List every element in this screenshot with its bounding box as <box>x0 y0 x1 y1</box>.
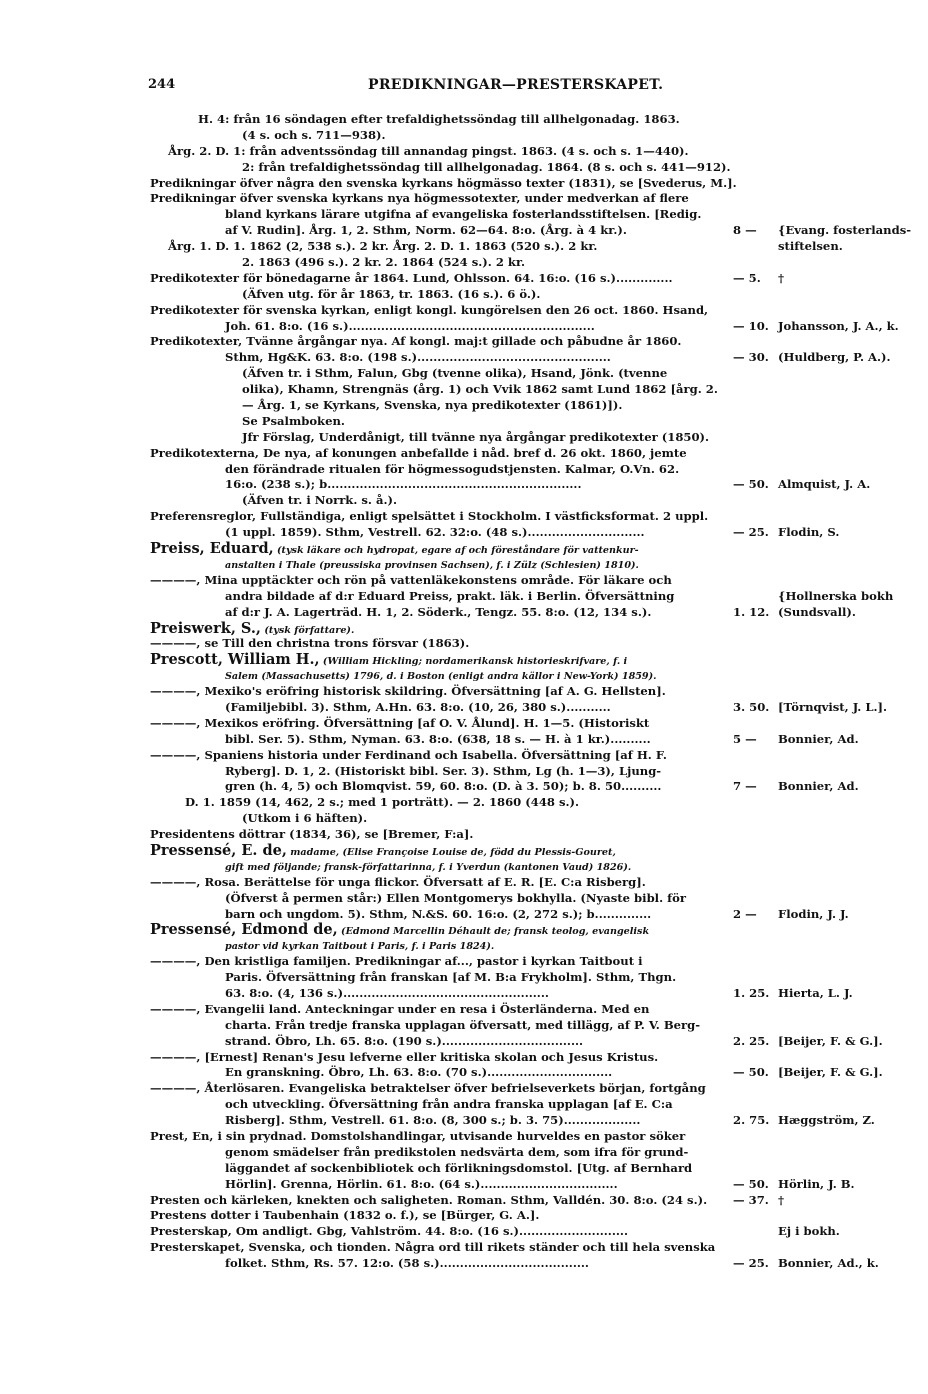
seller: Hæggström, Z. <box>778 1113 875 1128</box>
price: — 25. <box>733 1256 769 1271</box>
entry-line <box>150 493 910 509</box>
entry-line <box>150 1113 910 1129</box>
author-note-line <box>225 938 494 955</box>
author-note: anstalten i Thale (preussiska provinsen Sachsen), f. i Zülz (Schlesien) 1810). <box>225 559 639 571</box>
entry-text: den förändrade ritualen för högmessogudstjensten. Kalmar, O.Vn. 62. <box>225 461 680 476</box>
seller: Hörlin, J. B. <box>778 1176 855 1191</box>
entry-line <box>150 462 910 478</box>
entry-text: Predikningar öfver svenska kyrkans nya högmessotexter, under medverkan af flere <box>150 191 689 206</box>
headword: Pressensé, E. de, <box>150 841 287 859</box>
entry-line <box>150 477 910 493</box>
entry-text: af V. Rudin]. Årg. 1, 2. Sthm, Norm. 62—64. 8:o. (Årg. à 4 kr.). <box>225 223 627 238</box>
entry-text: Sthm, Hg&K. 63. 8:o. (198 s.)................................................ <box>225 350 611 365</box>
price: 2. 75. <box>733 1113 770 1128</box>
entry-text: (4 s. och s. 711—938). <box>242 127 386 142</box>
entry-line <box>150 414 910 430</box>
author-note-line <box>225 859 631 876</box>
entry-line <box>150 684 910 700</box>
page-title: PREDIKNINGAR—PRESTERSKAPET. <box>368 77 664 93</box>
entry-text: folket. Sthm, Rs. 57. 12:o. (58 s.)..................................... <box>225 1256 589 1271</box>
entry-text: Preferensreglor, Fullständiga, enligt spelsättet i Stockholm. I västficksformat. 2 uppl. <box>150 509 709 524</box>
price: 2 — <box>733 906 757 921</box>
entry-text: Hörlin]. Grenna, Hörlin. 61. 8:o. (64 s.).................................. <box>225 1176 618 1191</box>
entry-text: barn och ungdom. 5). Sthm, N.&S. 60. 16:o. (2, 272 s.); b.............. <box>225 906 652 921</box>
entry-line <box>150 859 910 875</box>
entry-text: ————, Mexiko's eröfring historisk skildring. Öfversättning [af A. G. Hellsten]. <box>150 684 666 699</box>
entry-text: En granskning. Öbro, Lh. 63. 8:o. (70 s.)............................... <box>225 1065 613 1080</box>
entry-text: H. 4: från 16 söndagen efter trefaldighetssöndag till allhelgonadag. 1863. <box>198 112 680 126</box>
entry-line <box>150 509 910 525</box>
entry-text: 63. 8:o. (4, 136 s.)................................................... <box>225 985 549 1000</box>
entry-line <box>150 1208 910 1224</box>
entry-text: ————, Spaniens historia under Ferdinand och Isabella. Öfversättning [af H. F. <box>150 747 667 762</box>
entry-line <box>150 1034 910 1050</box>
headword: Preiss, Eduard, <box>150 540 274 558</box>
price: — 10. <box>733 318 769 333</box>
entry-line <box>150 875 910 891</box>
entry-line <box>150 1145 910 1161</box>
entry-text: Prestens dotter i Taubenhain (1832 o. f.), se [Bürger, G. A.]. <box>150 1208 540 1223</box>
entry-text: (Öfverst å permen står:) Ellen Montgomerys bokhylla. (Nyaste bibl. för <box>225 890 686 905</box>
entry-text: Presterskap, Om andligt. Gbg, Vahlström. 44. 8:o. (16 s.)........................... <box>150 1224 628 1239</box>
headword: Prescott, William H., <box>150 651 320 669</box>
entry-line <box>150 970 910 986</box>
entry-line <box>150 605 910 621</box>
entry-line <box>150 1129 910 1145</box>
price: 5 — <box>733 731 757 746</box>
entry-line <box>150 954 910 970</box>
entry-line <box>150 1224 910 1240</box>
entry-line <box>150 1018 910 1034</box>
entry-text: ————, Evangelii land. Anteckningar under en resa i Österländerna. Med en <box>150 1001 650 1016</box>
entry-text: Prest, En, i sin prydnad. Domstolshandlingar, utvisande hurveldes en pastor söker <box>150 1129 686 1143</box>
entry-text: Paris. Öfversättning från franskan [af M. B:a Frykholm]. Sthm, Thgn. <box>225 970 677 985</box>
entry-text: (Äfven tr. i Norrk. s. å.). <box>242 493 398 508</box>
entry-line <box>150 1177 910 1193</box>
entry-text: Årg. 2. D. 1: från adventssöndag till annandag pingst. 1863. (4 s. och s. 1—440). <box>168 143 689 158</box>
seller: {Hollnerska bokh <box>778 588 894 603</box>
seller: † <box>778 270 785 285</box>
entry-text: (Äfven utg. för år 1863, tr. 1863. (16 s.). 6 ö.). <box>242 286 541 301</box>
entry-line <box>150 239 910 255</box>
price: 7 — <box>733 779 757 794</box>
entry-line <box>150 557 910 573</box>
entry-line <box>150 207 910 223</box>
entry-line <box>150 128 910 144</box>
entry-line <box>150 398 910 414</box>
price: — 5. <box>733 270 761 285</box>
entry-text: ————, Rosa. Berättelse för unga flickor. Öfversatt af E. R. [E. C:a Risberg]. <box>150 874 646 889</box>
entry-text: Predikningar öfver några den svenska kyrkans högmässo texter (1831), se [Svederus, M.]. <box>150 175 737 190</box>
entry-line <box>150 716 910 732</box>
entry-line <box>150 907 910 923</box>
seller: Flodin, J. J. <box>778 906 849 921</box>
entry-line <box>150 430 910 446</box>
entry-line <box>150 764 910 780</box>
entry-text: (Äfven tr. i Sthm, Falun, Gbg (tvenne olika), Hsand, Jönk. (tvenne <box>242 366 668 381</box>
price: — 30. <box>733 350 769 365</box>
seller: † <box>778 1192 785 1207</box>
entry-line <box>150 287 910 303</box>
entry-text: ————, Mina upptäckter och rön på vattenläkekonstens område. För läkare och <box>150 572 672 587</box>
entry-text: af d:r J. A. Lagerträd. H. 1, 2. Söderk., Tengz. 55. 8:o. (12, 134 s.). <box>225 604 652 619</box>
entry-text: Presidentens döttrar (1834, 36), se [Bremer, F:a]. <box>150 827 474 842</box>
entry-line <box>150 525 910 541</box>
seller: Bonnier, Ad. <box>778 779 859 794</box>
entry-text: strand. Öbro, Lh. 65. 8:o. (190 s.)................................... <box>225 1033 584 1048</box>
entry-line <box>150 1193 910 1209</box>
entry-text: D. 1. 1859 (14, 462, 2 s.; med 1 porträtt). — 2. 1860 (448 s.). <box>185 795 580 810</box>
entry-line <box>150 319 910 335</box>
entry-line <box>150 748 910 764</box>
entry-line <box>150 223 910 239</box>
headword: Preiswerk, S., <box>150 619 261 637</box>
entry-text: Ryberg]. D. 1, 2. (Historiskt bibl. Ser. 3). Sthm, Lg (h. 1—3), Ljung- <box>225 763 662 778</box>
entry-text: bland kyrkans lärare utgifna af evangeliska fosterlandsstiftelsen. [Redig. <box>225 207 702 222</box>
author-note-line <box>225 668 657 685</box>
seller: [Beijer, F. & G.]. <box>778 1065 883 1080</box>
entry-line <box>150 1065 910 1081</box>
seller: Bonnier, Ad. <box>778 731 859 746</box>
entry-line <box>150 1161 910 1177</box>
entry-text: charta. Från tredje franska upplagan öfversatt, med tillägg, af P. V. Berg- <box>225 1017 701 1032</box>
catalogue-entries <box>150 112 910 1272</box>
entry-line <box>150 1002 910 1018</box>
entry-line <box>150 382 910 398</box>
entry-line <box>150 891 910 907</box>
author-note-line <box>225 557 639 574</box>
price: 3. 50. <box>733 699 770 714</box>
entry-text: Presterskapet, Svenska, och tionden. Några ord till rikets ständer och till hela svenska <box>150 1240 716 1255</box>
entry-line <box>150 271 910 287</box>
seller: (Sundsvall). <box>778 604 856 619</box>
entry-text: Se Psalmboken. <box>242 413 345 428</box>
entry-line <box>150 1240 910 1256</box>
seller: Ej i bokh. <box>778 1224 840 1239</box>
entry-line <box>150 621 910 637</box>
entry-text: Predikotexter för svenska kyrkan, enligt kongl. kungörelsen den 26 oct. 1860. Hsand, <box>150 302 709 317</box>
price: — 50. <box>733 1065 769 1080</box>
entry-line <box>150 446 910 462</box>
entry-text: genom smädelser från predikstolen nedsvärta dem, som ifra för grund- <box>225 1144 689 1159</box>
entry-line <box>150 827 910 843</box>
entry-text: ————, [Ernest] Renan's Jesu lefverne eller kritiska skolan och Jesus Kristus. <box>150 1049 659 1064</box>
entry-line <box>150 366 910 382</box>
seller: (Huldberg, P. A.). <box>778 350 891 365</box>
entry-text: bibl. Ser. 5). Sthm, Nyman. 63. 8:o. (638, 18 s. — H. à 1 kr.).......... <box>225 731 651 746</box>
entry-line <box>150 795 910 811</box>
author-note: madame, (Elise Françoise Louise de, född du Plessis-Gouret, <box>286 846 616 858</box>
entry-line <box>150 191 910 207</box>
entry-line <box>150 160 910 176</box>
entry-line <box>150 112 910 128</box>
entry-text: Predikotexterna, De nya, af konungen anbefallde i nåd. bref d. 26 okt. 1860, jemte <box>150 445 687 460</box>
entry-text: Predikotexter för bönedagarne år 1864. Lund, Ohlsson. 64. 16:o. (16 s.).............. <box>150 270 673 285</box>
seller: {Evang. fosterlands- <box>778 223 912 238</box>
seller: Hierta, L. J. <box>778 985 853 1000</box>
page-header <box>148 77 898 97</box>
entry-text: och utveckling. Öfversättning från andra franska upplagan [af E. C:a <box>225 1097 673 1112</box>
entry-line <box>150 811 910 827</box>
author-note: (William Hickling; nordamerikansk historieskrifvare, f. i <box>319 656 628 668</box>
price: 1. 25. <box>733 985 770 1000</box>
author-note: gift med följande; fransk-författarinna, f. i Yverdun (kantonen Vaud) 1826). <box>225 861 632 873</box>
entry-text: — Årg. 1, se Kyrkans, Svenska, nya predikotexter (1861)]). <box>242 398 623 413</box>
entry-line <box>150 255 910 271</box>
author-note: (tysk författare). <box>260 624 355 636</box>
entry-text: olika), Khamn, Strengnäs (årg. 1) och Vvik 1862 samt Lund 1862 [årg. 2. <box>242 382 718 397</box>
page-number: 244 <box>148 77 176 92</box>
price: — 25. <box>733 525 769 540</box>
entry-text: ————, se Till den christna trons försvar (1863). <box>150 636 470 651</box>
entry-line <box>150 1097 910 1113</box>
price: 1. 12. <box>733 604 770 619</box>
entry-text: Risberg]. Sthm, Vestrell. 61. 8:o. (8, 300 s.; b. 3. 75)................... <box>225 1113 641 1128</box>
entry-text: Jfr Förslag, Underdånigt, till tvänne nya årgångar predikotexter (1850). <box>242 429 710 444</box>
price: 8 — <box>733 223 757 238</box>
price: — 50. <box>733 1176 769 1191</box>
entry-line <box>150 700 910 716</box>
entry-text: Predikotexter, Tvänne årgångar nya. Af kongl. maj:t gillade och påbudne år 1860. <box>150 334 682 349</box>
seller: Bonnier, Ad., k. <box>778 1256 879 1271</box>
entry-line <box>150 938 910 954</box>
entry-line <box>150 843 910 859</box>
author-note: pastor vid kyrkan Taitbout i Paris, f. i Paris 1824). <box>225 941 495 953</box>
seller: Johansson, J. A., k. <box>778 318 899 333</box>
entry-line <box>150 573 910 589</box>
entry-text: 16:o. (238 s.); b............................................................... <box>225 477 582 492</box>
entry-line <box>150 636 910 652</box>
entry-line <box>150 1050 910 1066</box>
seller: Almquist, J. A. <box>778 477 871 492</box>
entry-line <box>150 986 910 1002</box>
headword: Pressensé, Edmond de, <box>150 921 338 939</box>
entry-text: gren (h. 4, 5) och Blomqvist. 59, 60. 8:o. (D. à 3. 50); b. 8. 50.......... <box>225 779 662 794</box>
entry-text: 2. 1863 (496 s.). 2 kr. 2. 1864 (524 s.). 2 kr. <box>242 255 526 270</box>
price: 2. 25. <box>733 1033 770 1048</box>
entry-text: Presten och kärleken, knekten och saligheten. Roman. Sthm, Valldén. 30. 8:o. (24 s.). <box>150 1192 708 1207</box>
entry-text: ————, Mexikos eröfring. Öfversättning [af O. V. Ålund]. H. 1—5. (Historiskt <box>150 715 650 730</box>
entry-line <box>150 668 910 684</box>
entry-text: (Familjebibl. 3). Sthm, A.Hn. 63. 8:o. (10, 26, 380 s.)........... <box>225 699 611 714</box>
author-note: (tysk läkare och hydropat, egare af och föreståndare för vattenkur- <box>273 545 639 557</box>
entry-line <box>150 350 910 366</box>
entry-line <box>150 779 910 795</box>
entry-line <box>150 144 910 160</box>
price: — 50. <box>733 477 769 492</box>
seller: [Beijer, F. & G.]. <box>778 1033 883 1048</box>
author-note: Salem (Massachusetts) 1796, d. i Boston (enligt andra källor i New-York) 1859). <box>225 671 657 683</box>
entry-text: ————, Den kristliga familjen. Predikningar af..., pastor i kyrkan Taitbout i <box>150 954 643 969</box>
entry-text: (Utkom i 6 häften). <box>242 811 368 826</box>
entry-text: (1 uppl. 1859). Sthm, Vestrell. 62. 32:o. (48 s.)............................. <box>225 525 645 540</box>
seller: Flodin, S. <box>778 525 840 540</box>
entry-line <box>150 732 910 748</box>
entry-line <box>150 1256 910 1272</box>
entry-line <box>150 541 910 557</box>
entry-line <box>150 1081 910 1097</box>
entry-line <box>150 176 910 192</box>
price: — 37. <box>733 1192 769 1207</box>
entry-text: andra bildade af d:r Eduard Preiss, prakt. läk. i Berlin. Öfversättning <box>225 588 675 603</box>
author-note: (Edmond Marcellin Déhault de; fransk teolog, evangelisk <box>337 926 650 938</box>
entry-line <box>150 922 910 938</box>
entry-text: Årg. 1. D. 1. 1862 (2, 538 s.). 2 kr. Årg. 2. D. 1. 1863 (520 s.). 2 kr. <box>168 239 598 254</box>
entry-text: 2: från trefaldighetssöndag till allhelgonadag. 1864. (8 s. och s. 441—912). <box>242 159 731 174</box>
entry-line <box>150 652 910 668</box>
seller: [Törnqvist, J. L.]. <box>778 699 888 714</box>
entry-text: läggandet af sockenbibliotek och förlikningsdomstol. [Utg. af Bernhard <box>225 1160 693 1175</box>
entry-text: ————, Återlösaren. Evangeliska betraktelser öfver befrielseverkets början, fortgång <box>150 1081 706 1096</box>
entry-line <box>150 303 910 319</box>
entry-line <box>150 334 910 350</box>
seller: stiftelsen. <box>778 239 843 254</box>
entry-text: Joh. 61. 8:o. (16 s.)............................................................. <box>225 318 595 333</box>
entry-line <box>150 589 910 605</box>
